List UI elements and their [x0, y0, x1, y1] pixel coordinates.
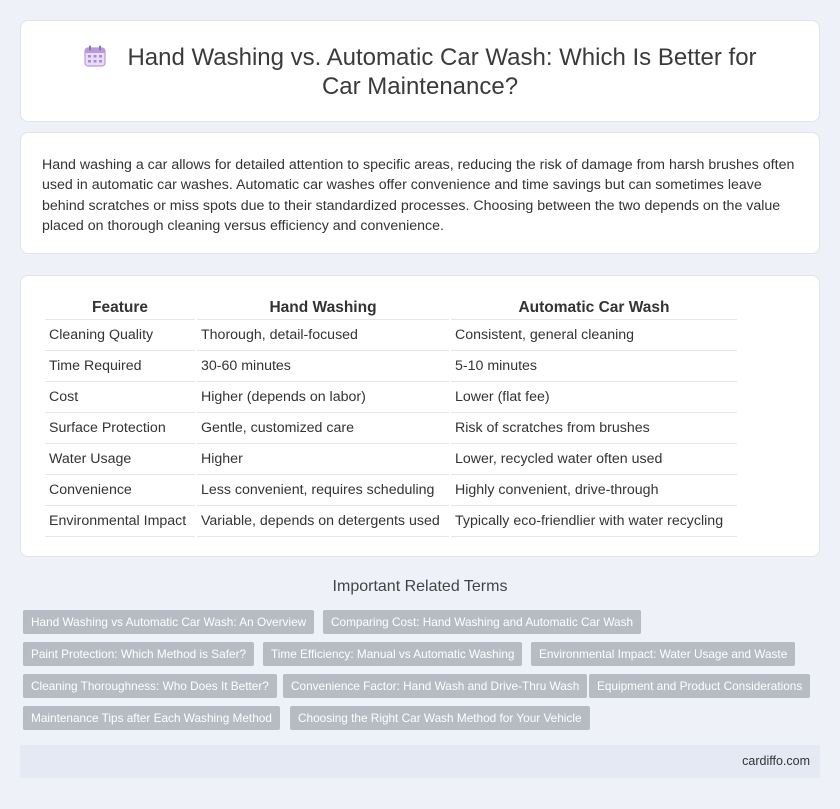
- cell-hand-washing: Less convenient, requires scheduling: [197, 475, 449, 506]
- cell-automatic-car-wash: Typically eco-friendlier with water recycling: [451, 506, 737, 537]
- related-term-tag[interactable]: Choosing the Right Car Wash Method for Your Vehicle: [290, 706, 590, 730]
- footer-site-link[interactable]: cardiffo.com: [742, 754, 810, 768]
- cell-hand-washing: 30-60 minutes: [197, 351, 449, 382]
- cell-hand-washing: Gentle, customized care: [197, 413, 449, 444]
- page-title-text: Hand Washing vs. Automatic Car Wash: Which Is Better for Car Maintenance?: [127, 44, 757, 100]
- related-term-tag[interactable]: Time Efficiency: Manual vs Automatic Washing: [263, 642, 522, 666]
- table-row: [45, 320, 737, 351]
- intro-paragraph: Hand washing a car allows for detailed attention to specific areas, reducing the risk of damage from harsh brushes often used in automatic car washes. Automatic car washes offer convenience and time savings but can sometimes leave behind scratches or miss spots due to their standardized processes. Choosing between the two depends on the value placed on thorough cleaning versus efficiency and convenience.: [42, 157, 795, 234]
- related-term-tag[interactable]: Paint Protection: Which Method is Safer?: [23, 642, 254, 666]
- cell-feature: Environmental Impact: [45, 506, 195, 537]
- cell-feature: Surface Protection: [45, 413, 195, 444]
- table-row: [45, 444, 737, 475]
- comparison-table: [43, 296, 739, 537]
- table-row: [45, 351, 737, 382]
- cell-feature: Water Usage: [45, 444, 195, 475]
- page-title: [61, 43, 779, 101]
- cell-automatic-car-wash: Consistent, general cleaning: [451, 320, 737, 351]
- cell-feature: Cleaning Quality: [45, 320, 195, 351]
- cell-hand-washing: Thorough, detail-focused: [197, 320, 449, 351]
- table-header-row: [45, 296, 737, 320]
- table-row: [45, 475, 737, 506]
- cell-feature: Cost: [45, 382, 195, 413]
- header-feature: Feature: [45, 296, 195, 320]
- table-row: [45, 413, 737, 444]
- cell-automatic-car-wash: Risk of scratches from brushes: [451, 413, 737, 444]
- related-term-tag[interactable]: Maintenance Tips after Each Washing Method: [23, 706, 280, 730]
- title-card: [20, 20, 820, 122]
- table-row: [45, 506, 737, 537]
- footer: [20, 745, 820, 778]
- cell-hand-washing: Higher (depends on labor): [197, 382, 449, 413]
- table-row: [45, 382, 737, 413]
- cell-hand-washing: Higher: [197, 444, 449, 475]
- calendar-icon: [83, 44, 107, 68]
- cell-automatic-car-wash: Highly convenient, drive-through: [451, 475, 737, 506]
- related-term-tag[interactable]: Comparing Cost: Hand Washing and Automatic Car Wash: [323, 610, 641, 634]
- cell-automatic-car-wash: 5-10 minutes: [451, 351, 737, 382]
- cell-hand-washing: Variable, depends on detergents used: [197, 506, 449, 537]
- intro-card: [20, 132, 820, 254]
- related-term-tag[interactable]: Convenience Factor: Hand Wash and Drive-Thru Wash: [283, 674, 587, 698]
- cell-automatic-car-wash: Lower, recycled water often used: [451, 444, 737, 475]
- header-hand-washing: Hand Washing: [197, 296, 449, 320]
- cell-feature: Convenience: [45, 475, 195, 506]
- related-term-tag[interactable]: Cleaning Thoroughness: Who Does It Better?: [23, 674, 277, 698]
- cell-automatic-car-wash: Lower (flat fee): [451, 382, 737, 413]
- comparison-card: [20, 275, 820, 557]
- related-term-tag[interactable]: Equipment and Product Considerations: [589, 674, 810, 698]
- related-terms-title: Important Related Terms: [332, 578, 508, 595]
- related-term-tag[interactable]: Hand Washing vs Automatic Car Wash: An Overview: [23, 610, 314, 634]
- related-term-tag[interactable]: Environmental Impact: Water Usage and Waste: [531, 642, 795, 666]
- cell-feature: Time Required: [45, 351, 195, 382]
- header-automatic-car-wash: Automatic Car Wash: [451, 296, 737, 320]
